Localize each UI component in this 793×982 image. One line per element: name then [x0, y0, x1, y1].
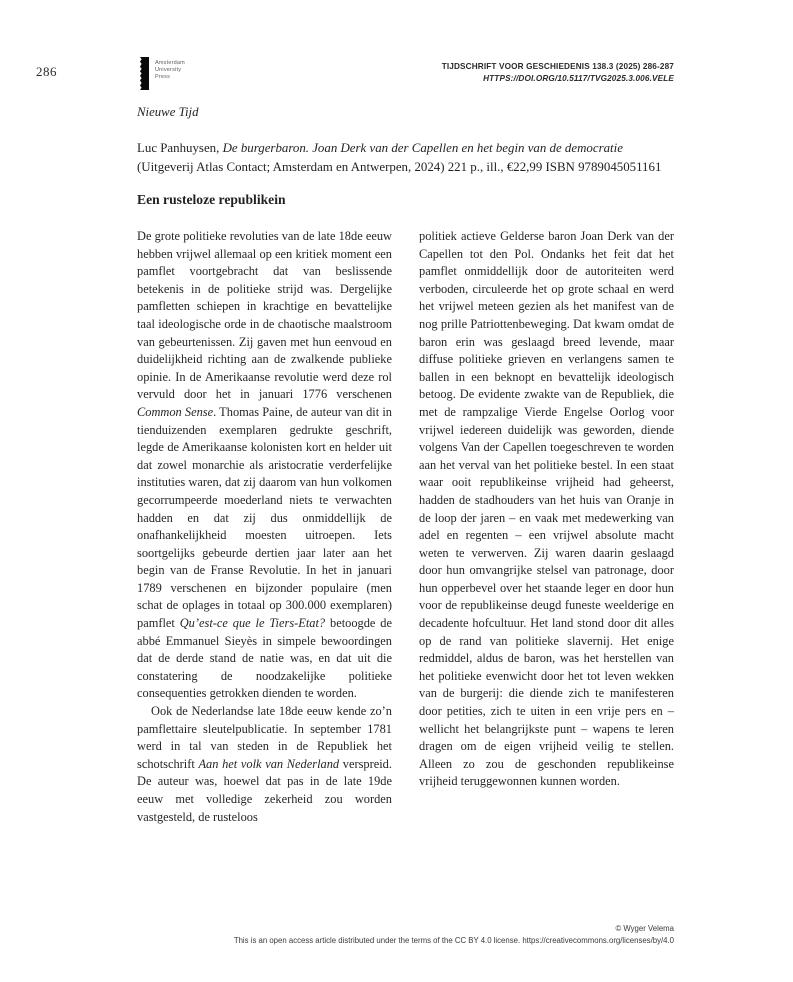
doi-link[interactable]: HTTPS://DOI.ORG/10.5117/TVG2025.3.006.VELE: [483, 74, 674, 83]
body-column-right: politiek actieve Gelderse baron Joan Derk van der Capellen tot den Pol. Ondanks het feit dat het pamflet onmiddellijk door de autoriteiten werd verboden, circuleerde het op grote schaal en werd het vrijwel meteen gezien als het manifest van de nog prille Patriottenbeweging. Dat kwam omdat de baron erin was geslaagd breed levende, maar diffuse politieke grieven en verlangens samen te ballen in een beknopt en bevattelijk ideologisch betoog. De evidente zwakte van de Republiek, die met de rampzalige Vierde Engelse Oorlog voor vrijwel iedereen duidelijk was geworden, diende volgens Van der Capellen toegeschreven te worden aan het verval van het politieke bestel. In een staat waar ooit republikeinse vrijheid had geheerst, hadden de stadhouders van het huis van Oranje in de loop der jaren – en vaak met medewerking van adel en regenten – een vrijwel absolute macht weten te verwerven. Zij waren daarin geslaagd door hun omvangrijke stelsel van patronage, door hun opperbevel over het staande leger en door hun voor de republikeinse deugd funeste weelderige en decadente hofcultuur. Het land stond door dit alles op de rand van politieke slavernij. Het enige redmiddel, aldus de baron, was het herstellen van het politieke evenwicht door het tot leven wekken van de burgerij: die diende zich te manifesteren door petities, zich te uiten in een vrije pers en – wellicht het belangrijkste punt – wapens te leren dragen om de eigen vrijheid veilig te stellen. Alleen zo zou de geschonden republikeinse vrijheid teruggewonnen kunnen worden.: [419, 229, 674, 789]
section-label: Nieuwe Tijd: [137, 105, 199, 119]
logo-line-university: University: [155, 67, 182, 73]
copyright-notice: © Wyger Velema: [615, 924, 674, 933]
publisher-logo-text: [155, 57, 185, 90]
body-column-left: De grote politieke revoluties van de late 18de eeuw hebben vrijwel allemaal op een kritiek moment een pamflet voortgebracht dat van beslissende betekenis in de politieke strijd was. Dergelijke pamfletten schiepen in krachtige en bevattelijke taal ideologische orde in de chaotische maalstroom van gebeurtenissen. Zij gaven met hun eenvoud en duidelijkheid richting aan de zwalkende publieke opinie. In de Amerikaanse revolutie werd deze rol vervuld door het in januari 1776 verschenen Common Sense. Thomas Paine, de auteur van dit in tienduizenden exemplaren gedrukte geschrift, legde de Amerikaanse kolonisten kort en helder uit dat zowel monarchie als aristocratie verderfelijke instituties waren, dat zij daarom van hun volkomen gecorrumpeerde moederland niets te verwachten hadden en dat zij dus onmiddellijk de onafhankelijkheid moesten uitroepen. Iets soortgelijks gebeurde dertien jaar later aan het begin van de Franse Revolutie. In het in januari 1789 verschenen en bijzonder populaire (men schat de oplages in totaal op 300.000 exemplaren) pamflet Qu’est-ce que le Tiers-Etat? betoogde de abbé Emmanuel Sieyès in simpele bewoordingen dat de derde stand de natie was, en dat uit die constatering de noodzakelijke politieke consequenties getrokken dienden te worden. Ook de Nederlandse late 18de eeuw kende zo’n pamflettaire sleutelpublicatie. In september 1781 werd in tal van steden in de Republiek het schotschrift Aan het volk van Nederland verspreid. De auteur was, hoewel dat pas in de late 19de eeuw met volledige zekerheid zou worden vastgesteld, de rusteloos: [137, 229, 392, 824]
book-spine-icon: [140, 57, 149, 90]
license-line: [234, 935, 674, 947]
article-body: [137, 228, 674, 826]
aup-publisher-logo: [140, 57, 185, 90]
license-link[interactable]: https://creativecommons.org/licenses/by/4.0: [522, 935, 674, 945]
journal-header: [442, 61, 674, 85]
review-title: Een rusteloze republikein: [137, 192, 286, 207]
page-footer: [234, 923, 674, 947]
page-number: 286: [36, 64, 57, 79]
logo-line-amsterdam: Amsterdam: [155, 60, 185, 66]
book-citation: Luc Panhuysen, De burgerbaron. Joan Derk van der Capellen en het begin van de democratie (Uitgeverij Atlas Contact; Amsterdam en Antwerpen, 2024) 221 p., ill., €22,99 ISBN 9789045051161: [137, 141, 662, 174]
license-notice: This is an open access article distributed under the terms of the CC BY 4.0 license.: [233, 935, 523, 945]
logo-line-press: Press: [155, 74, 171, 80]
journal-issue-line: TIJDSCHRIFT VOOR GESCHIEDENIS 138.3 (2025) 286-287: [441, 62, 674, 71]
